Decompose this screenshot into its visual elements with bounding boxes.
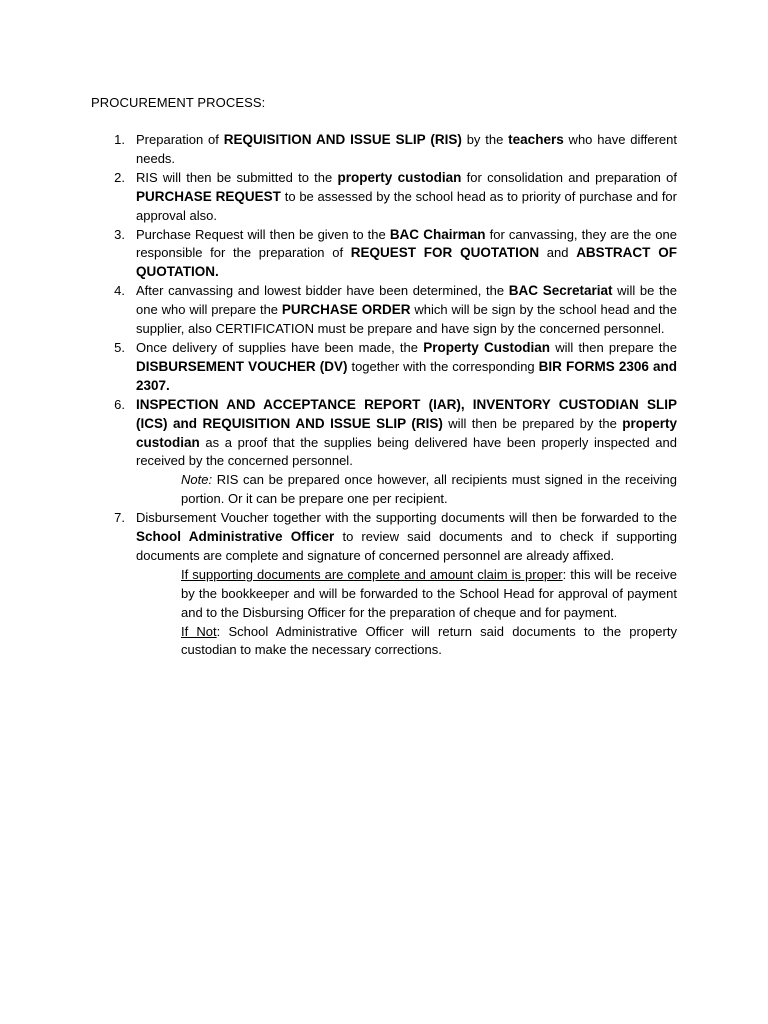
step-5: [91, 339, 677, 396]
note-label: Note:: [181, 472, 213, 488]
page-title: PROCUREMENT PROCESS:: [91, 95, 266, 110]
step-text: [136, 283, 677, 336]
step-7: [91, 509, 677, 660]
step-6: [91, 396, 677, 509]
text-segment-bold: DISBURSEMENT VOUCHER (DV): [136, 358, 348, 374]
text-segment: for canvassing, they are the one responsible for the preparation of: [136, 226, 678, 261]
step-text: [136, 132, 677, 166]
step-number: 3.: [114, 226, 125, 242]
text-segment-bold: Property Custodian: [423, 339, 551, 355]
condition-label: If supporting documents are complete and amount claim is proper: [181, 566, 563, 582]
text-segment: Disbursement Voucher together with the supporting documents will then be forwarded to the: [136, 510, 677, 526]
text-segment: which will be sign by the school head and the supplier, also CERTIFICATION must be prepare and have sign by the concerned personnel.: [136, 302, 678, 337]
text-segment: After canvassing and lowest bidder have been determined, the: [136, 283, 509, 299]
condition-text: : School Administrative Officer will return said documents to the property custodian to make the necessary corrections.: [181, 623, 677, 658]
condition-not: [181, 623, 677, 661]
text-segment: Preparation of: [136, 132, 224, 147]
text-segment-bold: INSPECTION AND ACCEPTANCE REPORT (IAR), INVENTORY CUSTODIAN SLIP (ICS) and REQUISITION AND ISSUE SLIP (RIS): [136, 396, 677, 431]
text-segment-bold: BIR FORMS 2306 and 2307.: [136, 358, 678, 393]
step-3: [91, 226, 677, 283]
step-text: [136, 340, 677, 393]
text-segment: as a proof that the supplies being delivered have been properly inspected and received by the concerned personnel.: [136, 434, 677, 469]
text-segment: Once delivery of supplies have been made, the: [136, 339, 424, 355]
step-text: [136, 170, 677, 223]
step-text: [136, 397, 677, 469]
text-segment: will then be prepared by the: [442, 415, 623, 431]
step-number: 2.: [114, 169, 125, 185]
step-text: [136, 227, 677, 280]
text-segment: Purchase Request will then be given to the: [136, 226, 390, 242]
text-segment: RIS will then be submitted to the: [136, 169, 338, 185]
step-number: 1.: [114, 132, 125, 147]
step-2: [91, 169, 677, 226]
text-segment: for consolidation and preparation of: [461, 169, 678, 185]
text-segment-bold: property custodian: [136, 415, 678, 450]
condition-label: If Not: [181, 623, 217, 639]
procurement-steps-list: [91, 131, 677, 660]
text-segment-bold: ABSTRACT OF QUOTATION.: [136, 245, 677, 280]
text-segment: who have different needs.: [136, 132, 677, 166]
text-segment: together with the corresponding: [347, 358, 539, 374]
step-number: 4.: [114, 283, 125, 299]
text-segment-bold: School Administrative Officer: [136, 529, 335, 545]
text-segment: will be the one who will prepare the: [136, 283, 678, 318]
step-1: [91, 131, 677, 169]
text-segment: to be assessed by the school head as to priority of purchase and for approval also.: [136, 188, 677, 223]
text-segment-bold: PURCHASE ORDER: [281, 302, 411, 318]
condition-complete: [181, 566, 677, 623]
step-text: [136, 510, 677, 563]
text-segment-bold: PURCHASE REQUEST: [136, 188, 281, 204]
text-segment: and: [539, 245, 577, 261]
text-segment-bold: BAC Chairman: [389, 226, 486, 242]
condition-text: : this will be receive by the bookkeeper and will be forwarded to the School Head for approval of payment and to the Disbursing Officer for the preparation of cheque and for payment.: [181, 566, 677, 620]
step-number: 6.: [114, 396, 125, 412]
text-segment-bold: REQUEST FOR QUOTATION: [350, 245, 540, 261]
step-number: 5.: [114, 339, 125, 355]
note-text: RIS can be prepared once however, all recipients must signed in the receiving portion. Or it can be prepare one per recipient.: [181, 472, 677, 507]
text-segment: by the: [461, 132, 509, 147]
text-segment: to review said documents and to check if supporting documents are complete and signature of concerned personnel are already affixed.: [136, 529, 677, 563]
text-segment-bold: REQUISITION AND ISSUE SLIP (RIS): [223, 132, 462, 147]
text-segment: will then prepare the: [550, 339, 677, 355]
step-number: 7.: [114, 510, 125, 526]
step-note: [181, 471, 677, 509]
step-4: [91, 282, 677, 339]
text-segment-bold: teachers: [508, 132, 564, 147]
text-segment-bold: property custodian: [337, 169, 462, 185]
text-segment-bold: BAC Secretariat: [508, 283, 613, 299]
